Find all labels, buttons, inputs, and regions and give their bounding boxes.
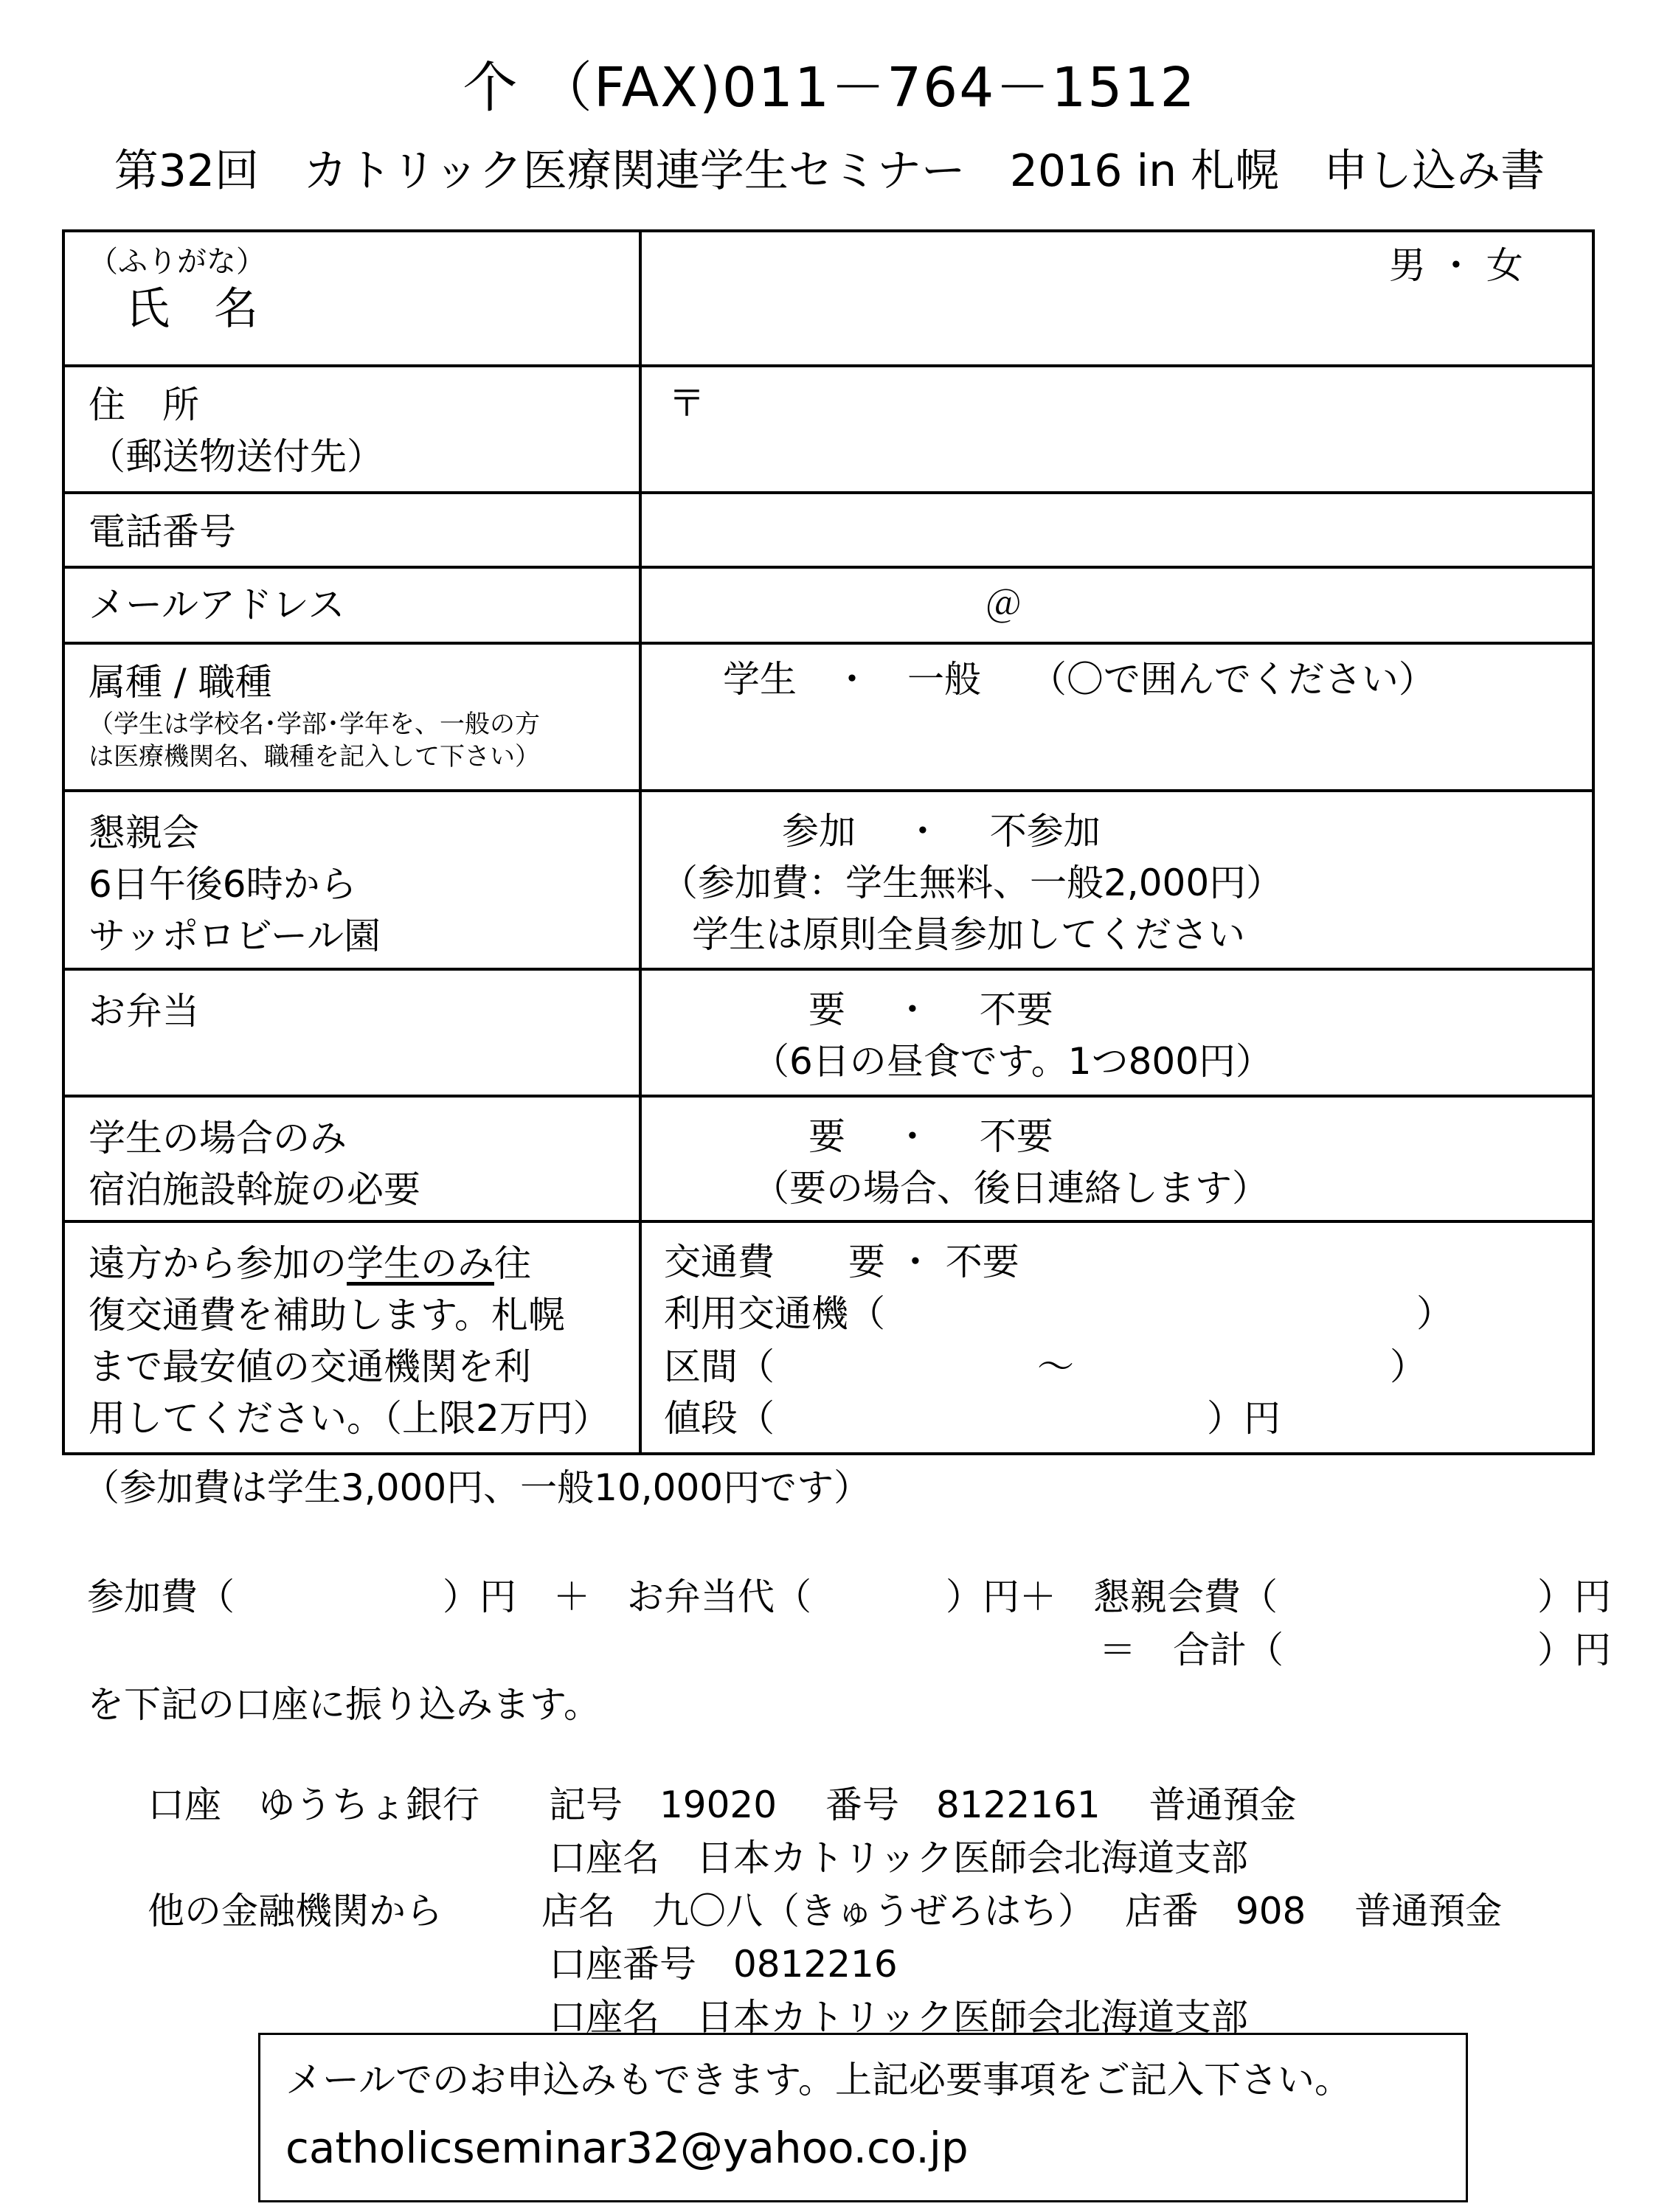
email-field[interactable] (640, 567, 1593, 643)
party-field[interactable] (640, 791, 1593, 969)
transport-section-label: 区間（ (664, 1345, 775, 1388)
lodging-field[interactable] (640, 1096, 1593, 1221)
bank-other-holder: 口座名 日本カトリック医師会北海道支部 (549, 1996, 1248, 2039)
transport-desc-4: 用してください。（上限2万円） (89, 1397, 610, 1440)
label-lunch (63, 969, 640, 1096)
bank-other-account: 口座番号 0812216 (549, 1943, 898, 1986)
application-form-table (62, 229, 1595, 1455)
transport-section-close: ） (1390, 1345, 1427, 1388)
row-party (63, 791, 1593, 969)
label-transport (63, 1221, 640, 1454)
lodging-label-1: 学生の場合のみ (89, 1117, 347, 1159)
email-application-note: メールでのお申込みもできます。上記必要事項をご記入下さい。 (285, 2059, 1351, 2101)
bank-other-branch: 店名 九〇八（きゅうぜろはち） 店番 908 普通預金 (541, 1890, 1503, 1932)
row-affiliation (63, 643, 1593, 791)
affiliation-label: 属種 / 職種 (89, 661, 272, 704)
fee-party-close: ）円 (1537, 1575, 1611, 1618)
row-lodging (63, 1096, 1593, 1221)
affiliation-note-1: （学生は学校名･学部･学年を、一般の方 (89, 710, 540, 739)
row-phone (63, 493, 1593, 567)
party-options[interactable]: 参加 ・ 不参加 (782, 810, 1101, 853)
phone-label: 電話番号 (89, 510, 236, 553)
transport-desc-1: 遠方から参加の学生のみ往 (89, 1242, 531, 1285)
lodging-note: （要の場合、後日連絡します） (752, 1167, 1269, 1210)
party-attendance-note: 学生は原則全員参加してください (692, 913, 1245, 956)
address-field[interactable] (640, 366, 1593, 493)
fax-number: 个 （FAX)011－764－1512 (463, 56, 1196, 119)
name-field[interactable] (640, 231, 1593, 366)
furigana-label: （ふりがな） (89, 245, 266, 279)
at-mark: ＠ (985, 583, 1022, 626)
party-venue: サッポロビール園 (89, 915, 381, 957)
phone-field[interactable] (640, 493, 1593, 567)
fee-participation-label: 参加費（ (87, 1575, 235, 1618)
bank-yucho-label: 口座 ゆうちょ銀行 (148, 1783, 479, 1826)
transport-price-label: 値段（ (664, 1397, 775, 1440)
affiliation-field[interactable] (640, 643, 1593, 791)
transport-mode-label: 利用交通機（ (664, 1292, 885, 1335)
transport-desc-3: まで最安値の交通機関を利 (89, 1345, 531, 1388)
gender-option[interactable]: 男 ・ 女 (1389, 244, 1523, 287)
fee-lunch-label: ）円 ＋ お弁当代（ (443, 1575, 811, 1618)
label-lodging (63, 1096, 640, 1221)
label-phone (63, 493, 640, 567)
bank-yucho-account: 記号 19020 番号 8122161 普通預金 (549, 1783, 1297, 1826)
label-name (63, 231, 640, 366)
lodging-label-2: 宿泊施設斡旋の必要 (89, 1168, 420, 1211)
transport-section-tilde: ～ (1037, 1345, 1074, 1388)
transport-mode-close: ） (1416, 1292, 1453, 1335)
party-fee-note: （参加費：学生無料、一般2,000円） (661, 861, 1284, 904)
lodging-options[interactable]: 要 ・ 不要 (808, 1115, 1053, 1158)
transport-fee-options[interactable]: 交通費 要 ・ 不要 (664, 1241, 1019, 1283)
fee-total-label: ＝ 合計（ (1099, 1629, 1284, 1671)
lunch-note: （6日の昼食です。1つ800円） (752, 1040, 1273, 1083)
row-lunch (63, 969, 1593, 1096)
label-affiliation (63, 643, 640, 791)
party-time: 6日午後6時から (89, 863, 357, 906)
address-label: 住 所 (89, 384, 199, 426)
row-name (63, 231, 1593, 366)
postal-mark: 〒 (668, 382, 705, 425)
transport-field[interactable] (640, 1221, 1593, 1454)
email-address-link[interactable]: catholicseminar32@yahoo.co.jp (285, 2123, 969, 2173)
row-email (63, 567, 1593, 643)
lunch-label: お弁当 (89, 990, 199, 1033)
label-address (63, 366, 640, 493)
fee-total-close: ）円 (1537, 1629, 1611, 1671)
email-application-box (258, 2033, 1468, 2202)
email-label: メールアドレス (89, 583, 345, 626)
lunch-options[interactable]: 要 ・ 不要 (808, 988, 1053, 1031)
bank-other-label: 他の金融機関から (148, 1890, 443, 1932)
transport-desc-2: 復交通費を補助します。札幌 (89, 1294, 565, 1336)
transport-price-close: ）円 (1207, 1397, 1281, 1440)
form-title: 第32回 カトリック医療関連学生セミナー 2016 in 札幌 申し込み書 (114, 145, 1545, 197)
row-transport (63, 1221, 1593, 1454)
row-address (63, 366, 1593, 493)
lunch-field[interactable] (640, 969, 1593, 1096)
address-sub-label: （郵送物送付先） (89, 435, 384, 478)
affiliation-note-2: は医療機関名、職種を記入して下さい） (89, 742, 540, 772)
fee-party-label: ）円＋ 懇親会費（ (946, 1575, 1278, 1618)
bank-yucho-holder: 口座名 日本カトリック医師会北海道支部 (549, 1837, 1248, 1879)
name-label: 氏 名 (125, 283, 258, 335)
fee-note: （参加費は学生3,000円、一般10,000円です） (83, 1466, 871, 1509)
label-email (63, 567, 640, 643)
affiliation-options[interactable]: 学生 ・ 一般 （〇で囲んでください） (723, 658, 1435, 701)
label-party (63, 791, 640, 969)
party-label: 懇親会 (89, 811, 199, 854)
transfer-note: を下記の口座に振り込みます。 (87, 1683, 600, 1726)
